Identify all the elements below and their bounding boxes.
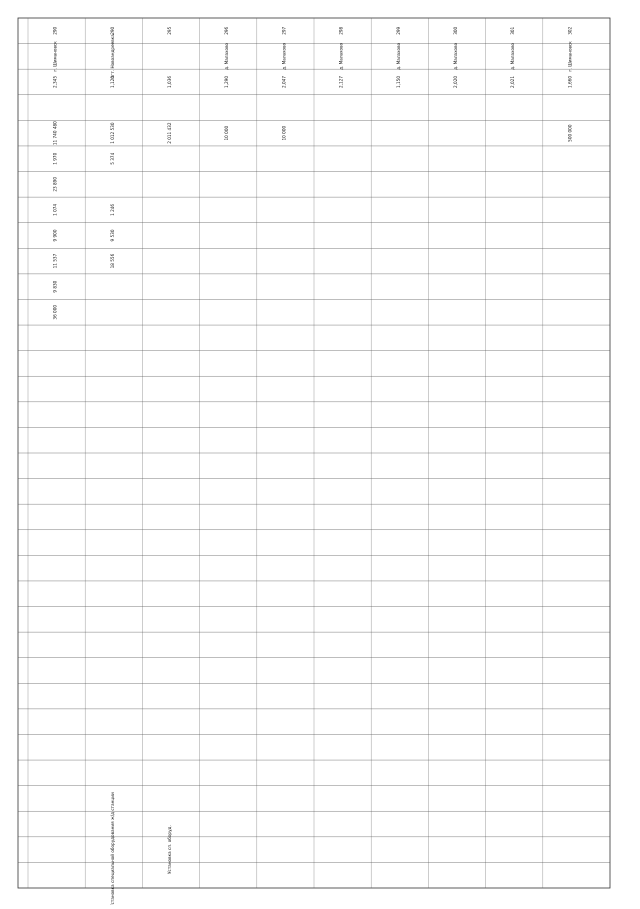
table-cell: 1,150 bbox=[395, 75, 401, 88]
table-cell: пгт. Новоандреевка bbox=[109, 34, 115, 79]
table-cell: 2,021 bbox=[510, 75, 516, 88]
table-cell: 298 bbox=[338, 26, 344, 35]
table-cell: 297 bbox=[281, 26, 287, 35]
table-cell: 2,020 bbox=[453, 75, 458, 88]
table-cell: 2,127 bbox=[338, 75, 344, 88]
table-cell: 296 bbox=[224, 26, 230, 35]
table-cell: д. Малахово bbox=[395, 42, 401, 70]
table-cell: 11 537 bbox=[52, 253, 58, 269]
table-cell: 1,660 bbox=[567, 75, 573, 88]
table-cell: г. Шимановск bbox=[52, 41, 58, 72]
table-cell: 5 374 bbox=[109, 152, 115, 165]
table-cell: д. Малахово bbox=[453, 42, 458, 70]
table-cell: 9 830 bbox=[52, 280, 58, 293]
table-cell: 9 530 bbox=[109, 229, 115, 242]
table-cell: 23 890 bbox=[52, 176, 58, 192]
table-cell: 2,047 bbox=[281, 75, 287, 88]
table-cell: д. Малахово bbox=[338, 42, 344, 70]
table-cell: 301 bbox=[510, 26, 516, 35]
table-cell: 1,036 bbox=[167, 75, 172, 88]
table-cell: 500 000 bbox=[567, 124, 573, 142]
table-cell: д. Малахово bbox=[281, 42, 287, 70]
table-cell: 18 556 bbox=[109, 253, 115, 269]
table-cell: Установка сп. оборуд. bbox=[167, 825, 172, 875]
table-cell: 1,120 bbox=[109, 75, 115, 88]
table-cell: 295 bbox=[167, 26, 172, 35]
table-cell: 1,290 bbox=[224, 75, 230, 88]
table-cell: Установка специальной оборудования ж/д станции bbox=[109, 792, 115, 905]
table-cell: 1 074 bbox=[52, 203, 58, 216]
table-cell: 9 900 bbox=[52, 229, 58, 242]
table-cell: г. Шимановск bbox=[567, 41, 573, 72]
table-cell: 290 bbox=[109, 26, 115, 35]
table-cell: 1 012 530 bbox=[109, 122, 115, 144]
table-cell: 2 011 432 bbox=[167, 122, 172, 144]
table-cell: д. Малахово bbox=[510, 42, 516, 70]
table-cell: 299 bbox=[395, 26, 401, 35]
table-cell: 300 bbox=[453, 26, 458, 35]
table-cell: 1 246 bbox=[109, 203, 115, 216]
table-cell: д. Малахово bbox=[224, 42, 230, 70]
table-cell: 290 bbox=[52, 26, 58, 35]
table-cell: 2,345 bbox=[52, 75, 58, 88]
table-cell: 10 000 bbox=[281, 125, 287, 141]
table-cell: 36 000 bbox=[52, 304, 58, 320]
table-cell: 302 bbox=[567, 26, 573, 35]
table-cell: 11 740 480 bbox=[52, 121, 58, 146]
table-cell: 10 000 bbox=[224, 125, 230, 141]
table-cell: 1 970 bbox=[52, 152, 58, 165]
